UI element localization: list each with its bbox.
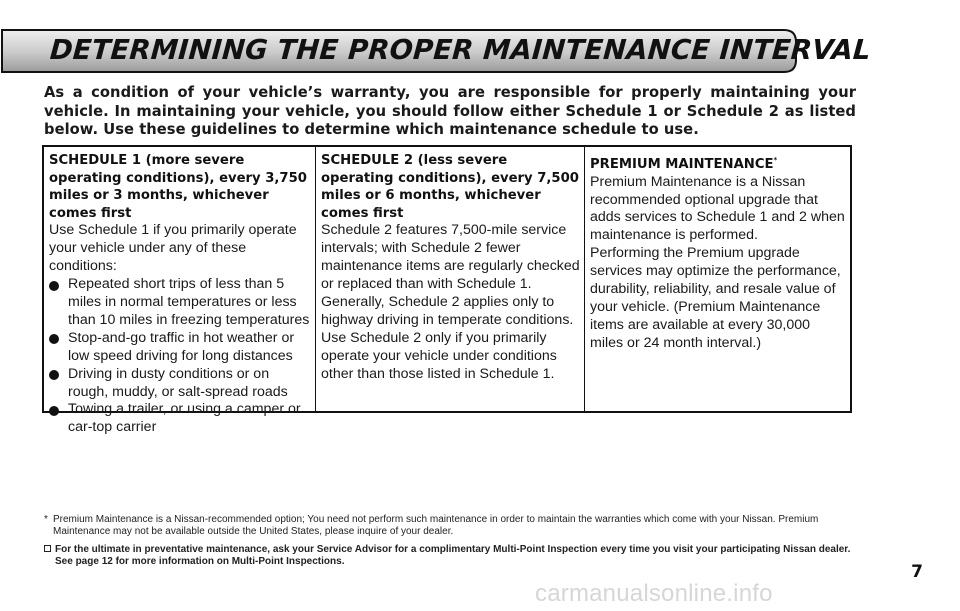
list-item [49,330,311,366]
list-item [49,366,311,402]
premium-maintenance-heading [590,152,846,174]
inspection-tip-text: For the ultimate in preventative maintenance, ask your Service Advisor for a complimentary Multi-Point Inspection every time you visit your participating Nissan dealer. See page 12 for more information on Multi-Point Inspections. [55,544,851,567]
header-banner [0,28,872,74]
list-item-text: Repeated short trips of less than 5 miles in normal temperatures or less than 10 miles in freezing temperatures [68,276,310,328]
footnote [44,514,864,537]
schedule-table [42,145,852,436]
page-title: DETERMINING THE PROPER MAINTENANCE INTERVAL [48,34,872,66]
page-number: 7 [911,562,923,582]
schedule-1-column [44,147,316,436]
premium-maintenance-benefits: Performing the Premium upgrade services may optimize the performance, durability, reliability, and resale value of your vehicle. (Premium Maintenance items are available at every 30,000 miles or 24 month interval.) [590,245,841,351]
bullet-icon [49,281,59,291]
bullet-icon [49,406,59,416]
premium-maintenance-description: Premium Maintenance is a Nissan recommended optional upgrade that adds services to Schedule 1 and 2 when maintenance is performed. [590,173,845,244]
schedule-1-conditions-list [49,276,311,437]
bullet-icon [49,370,59,380]
list-item-text: Stop-and-go traffic in hot weather or low speed driving for long distances [68,329,295,364]
premium-heading-text: PREMIUM MAINTENANCE [590,157,774,172]
footnote-text: Premium Maintenance is a Nissan-recommended option; You need not perform such maintenance in order to maintain the warranties which come with your Nissan. Premium Maintenance may not be available outside the United States, please inquire of your dealer. [53,514,819,537]
list-item [49,401,311,437]
list-item [49,276,311,330]
schedule-2-usage: Generally, Schedule 2 applies only to highway driving in temperate conditions. Use Schedule 2 only if you primarily operate your vehicle under conditions other than those listed in Schedule 1. [321,294,574,382]
schedule-2-description: Schedule 2 features 7,500-mile service intervals; with Schedule 2 fewer maintenance items are regularly checked or replaced than with Schedule 1. [321,222,580,293]
schedule-1-description: Use Schedule 1 if you primarily operate your vehicle under any of these conditions: [49,222,297,275]
footnote-mark: * [773,156,778,164]
list-item-text: Driving in dusty conditions or on rough, muddy, or salt-spread roads [68,365,288,400]
schedule-1-heading: SCHEDULE 1 (more severe operating conditions), every 3,750 miles or 3 months, whichever comes first [49,153,307,221]
schedule-2-column [316,147,585,411]
bullet-icon [49,334,59,344]
inspection-tip [44,544,866,567]
checkbox-icon [44,545,51,552]
footnote-star: * [44,514,48,525]
intro-paragraph: As a condition of your vehicle’s warranty, you are responsible for properly maintaining your vehicle. In maintaining your vehicle, you should follow either Schedule 1 or Schedule 2 as listed below. Use these guidelines to determine which maintenance schedule to use. [44,84,856,138]
premium-maintenance-column [585,147,850,411]
list-item-text: Towing a trailer, or using a camper or car-top carrier [68,401,301,436]
watermark: carmanualsonline.info [535,580,773,607]
schedule-2-heading: SCHEDULE 2 (less severe operating conditions), every 7,500 miles or 6 months, whichever comes first [321,153,579,221]
